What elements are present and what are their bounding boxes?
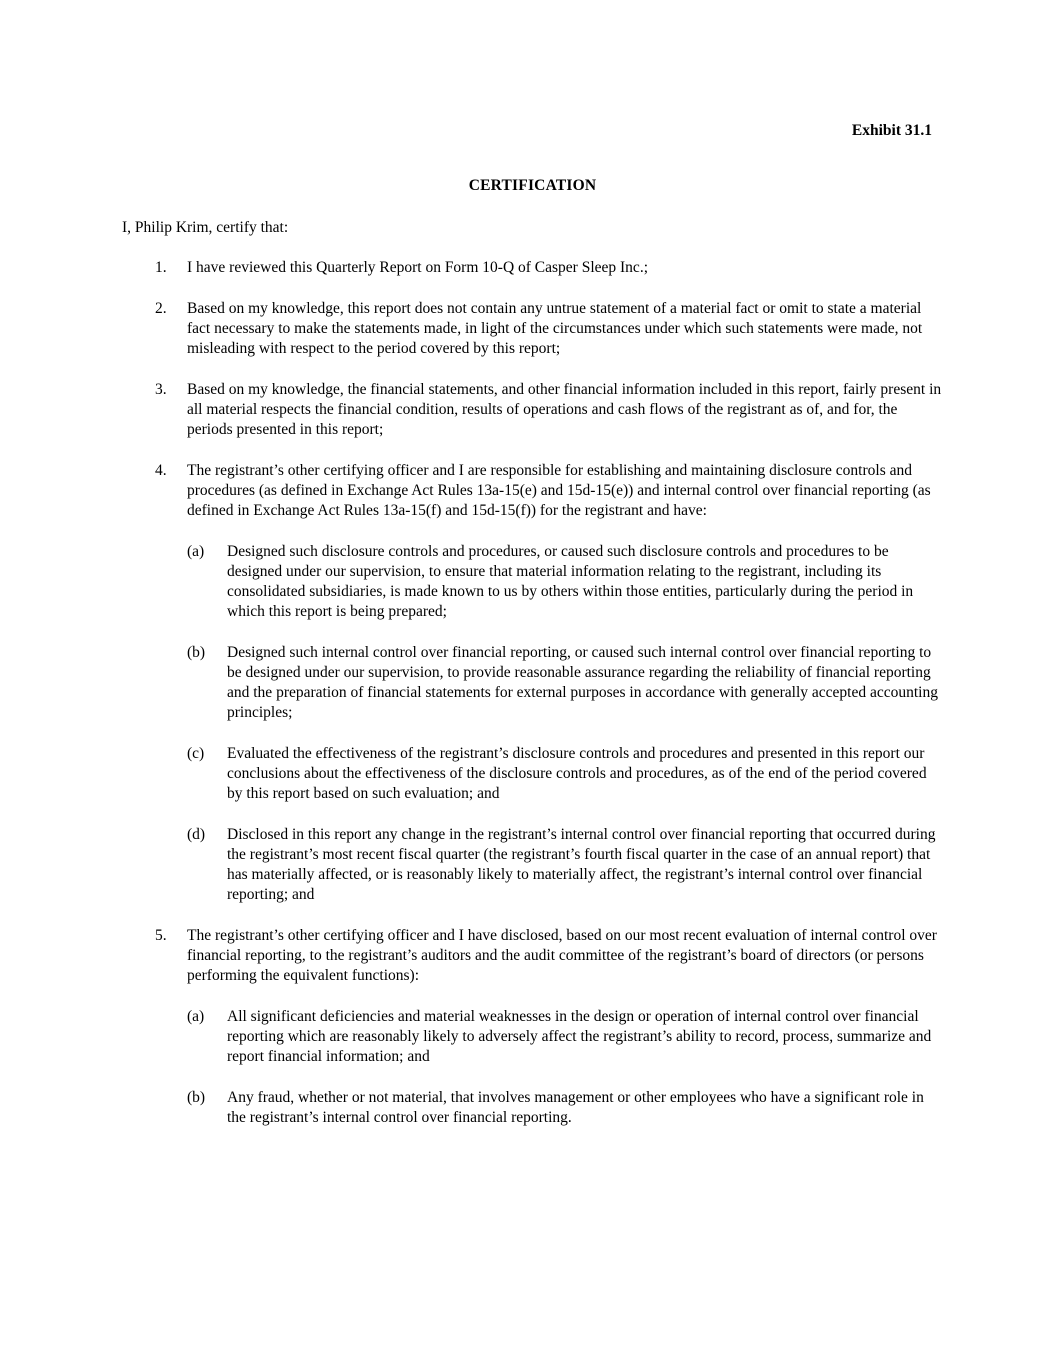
- sub-list-item-text: Disclosed in this report any change in the registrant’s internal control over financial reporting that occurred during the registrant’s most recent fiscal quarter (the registrant’s fourth fiscal quarter in the case of an annual report) that has materially affected, or is reasonably likely to materially affect, the registrant’s internal control over financial reporting; and: [227, 826, 936, 903]
- list-item-text: I have reviewed this Quarterly Report on Form 10-Q of Casper Sleep Inc.;: [187, 259, 648, 276]
- list-item-text: Based on my knowledge, this report does not contain any untrue statement of a material fact or omit to state a material fact necessary to make the statements made, in light of the circumstances under which such statements were made, not misleading with respect to the period covered by this report;: [187, 300, 923, 357]
- list-item: [155, 258, 943, 278]
- list-marker: 3.: [155, 381, 167, 398]
- list-item-text: The registrant’s other certifying officer and I have disclosed, based on our most recent evaluation of internal control over financial reporting, to the registrant’s auditors and the audit committee of the registrant’s board of directors (or persons performing the equivalent functions):: [187, 927, 937, 984]
- sub-list-item: [187, 1088, 943, 1128]
- sub-list-marker: (a): [187, 1008, 205, 1025]
- list-marker: 5.: [155, 927, 167, 944]
- list-marker: 2.: [155, 300, 167, 317]
- sub-list-item: [187, 744, 943, 804]
- sub-list-item-text: Designed such disclosure controls and procedures, or caused such disclosure controls and procedures to be designed under our supervision, to ensure that material information relating to the registrant, including its consolidated subsidiaries, is made known to us by others within those entities, particularly during the period in which this report is being prepared;: [227, 543, 914, 620]
- sub-list-marker: (b): [187, 1089, 206, 1106]
- page-title: CERTIFICATION: [468, 177, 597, 194]
- intro-text: I, Philip Krim, certify that:: [122, 219, 289, 236]
- sub-list-item: [187, 643, 943, 723]
- sub-list-marker: (c): [187, 745, 205, 762]
- sub-list-item: [187, 542, 943, 622]
- list-marker: 1.: [155, 259, 167, 276]
- sub-list-item-text: Evaluated the effectiveness of the registrant’s disclosure controls and procedures and presented in this report our conclusions about the effectiveness of the disclosure controls and procedures, as of the end of the period covered by this report based on such evaluation; and: [227, 745, 927, 802]
- list-item-text: Based on my knowledge, the financial statements, and other financial information included in this report, fairly present in all material respects the financial condition, results of operations and cash flows of the registrant as of, and for, the periods presented in this report;: [187, 381, 942, 438]
- sub-list-marker: (a): [187, 543, 205, 560]
- sub-list-item-text: Any fraud, whether or not material, that involves management or other employees who have a significant role in the registrant’s internal control over financial reporting.: [227, 1089, 924, 1126]
- sub-list-marker: (d): [187, 826, 206, 843]
- sub-list-item-text: All significant deficiencies and material weaknesses in the design or operation of internal control over financial reporting which are reasonably likely to adversely affect the registrant’s ability to record, process, summarize and report financial information; and: [227, 1008, 932, 1065]
- list-item: [155, 926, 943, 986]
- exhibit-label: Exhibit 31.1: [851, 122, 932, 139]
- sub-list-marker: (b): [187, 644, 206, 661]
- list-item-text: The registrant’s other certifying officer and I are responsible for establishing and maintaining disclosure controls and procedures (as defined in Exchange Act Rules 13a-15(e) and 15d-15(e)) and internal control over financial reporting (as defined in Exchange Act Rules 13a-15(f) and 15d-15(f)) for the registrant and have:: [187, 462, 931, 519]
- list-item: [155, 380, 943, 440]
- sub-list-item: [187, 825, 943, 905]
- list-marker: 4.: [155, 462, 167, 479]
- list-item: [155, 299, 943, 359]
- sub-list-item: [187, 1007, 943, 1067]
- list-item: [155, 461, 943, 521]
- sub-list-item-text: Designed such internal control over financial reporting, or caused such internal control over financial reporting to be designed under our supervision, to provide reasonable assurance regarding the reliability of financial reporting and the preparation of financial statements for external purposes in accordance with generally accepted accounting principles;: [227, 644, 938, 721]
